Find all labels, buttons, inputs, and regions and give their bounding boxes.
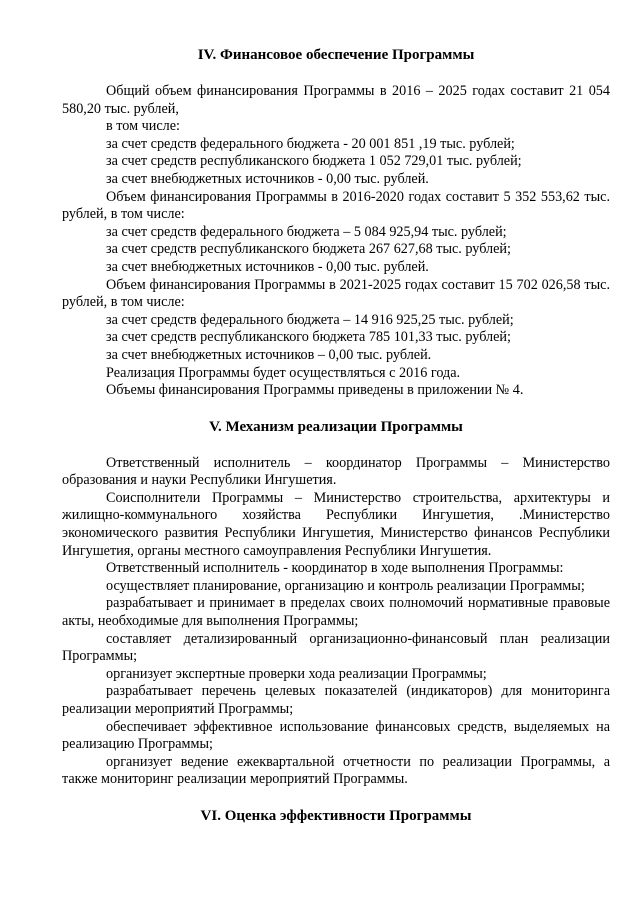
list-line: за счет средств республиканского бюджета 267 627,68 тыс. рублей;	[106, 241, 511, 258]
list-line: за счет средств федерального бюджета – 5 084 925,94 тыс. рублей;	[106, 223, 507, 240]
spacer	[62, 789, 610, 807]
paragraph: осуществляет планирование, организацию и контроль реализации Программы;	[106, 577, 585, 594]
list-line: за счет внебюджетных источников - 0,00 тыс. рублей.	[106, 170, 429, 187]
paragraph-funding-2016-2020: Объем финансирования Программы в 2016-2020 годах составит 5 352 553,62 тыс. рублей, в том числе:	[62, 188, 610, 223]
list-line: за счет внебюджетных источников - 0,00 тыс. рублей.	[106, 258, 429, 275]
section-financing-body	[62, 83, 610, 400]
paragraph-funding-2021-2025: Объем финансирования Программы в 2021-2025 годах составит 15 702 026,58 тыс. рублей, в том числе:	[62, 276, 610, 311]
spacer	[62, 400, 610, 418]
list-line: Объемы финансирования Программы приведены в приложении № 4.	[106, 382, 524, 399]
list-line: в том числе:	[106, 118, 180, 135]
section-heading-mechanism: V. Механизм реализации Программы	[209, 418, 463, 435]
paragraph: Ответственный исполнитель - координатор в ходе выполнения Программы:	[106, 560, 564, 577]
section-mechanism-body	[62, 455, 610, 789]
document-page	[62, 46, 610, 826]
list-line: Реализация Программы будет осуществляться с 2016 года.	[106, 364, 461, 381]
paragraph: Соисполнители Программы – Министерство строительства, архитектуры и жилищно-коммунального хозяйства Республики Ингушетия, .Министерство экономического развития Республики Ингушетия, Министерство финансов Республики Ингушетия, органы местного самоуправления Республики Ингушетия.	[62, 489, 610, 559]
paragraph: составляет детализированный организационно-финансовый план реализации Программы;	[62, 630, 610, 665]
section-heading-efficiency: VI. Оценка эффективности Программы	[200, 807, 472, 824]
list-line: за счет средств республиканского бюджета 785 101,33 тыс. рублей;	[106, 329, 511, 346]
spacer	[62, 437, 610, 455]
paragraph: организует ведение ежеквартальной отчетности по реализации Программы, а также мониторинг реализации мероприятий Программы.	[62, 753, 610, 788]
paragraph: обеспечивает эффективное использование финансовых средств, выделяемых на реализацию Программы;	[62, 718, 610, 753]
paragraph: организует экспертные проверки хода реализации Программы;	[106, 665, 487, 682]
paragraph: Ответственный исполнитель – координатор Программы – Министерство образования и науки Республики Ингушетия.	[62, 454, 610, 489]
list-line: за счет средств федерального бюджета - 20 001 851 ,19 тыс. рублей;	[106, 135, 515, 152]
list-line: за счет средств республиканского бюджета 1 052 729,01 тыс. рублей;	[106, 153, 522, 170]
paragraph: разрабатывает и принимает в пределах своих полномочий нормативные правовые акты, необходимые для выполнения Программы;	[62, 595, 610, 630]
spacer	[62, 65, 610, 83]
section-heading-financing: IV. Финансовое обеспечение Программы	[197, 47, 475, 63]
paragraph-total-funding: Общий объем финансирования Программы в 2016 – 2025 годах составит 21 054 580,20 тыс. рублей,	[62, 83, 610, 117]
paragraph: разрабатывает перечень целевых показателей (индикаторов) для мониторинга реализации мероприятий Программы;	[62, 683, 610, 717]
list-line: за счет средств федерального бюджета – 14 916 925,25 тыс. рублей;	[106, 311, 514, 328]
list-line: за счет внебюджетных источников – 0,00 тыс. рублей.	[106, 346, 432, 363]
